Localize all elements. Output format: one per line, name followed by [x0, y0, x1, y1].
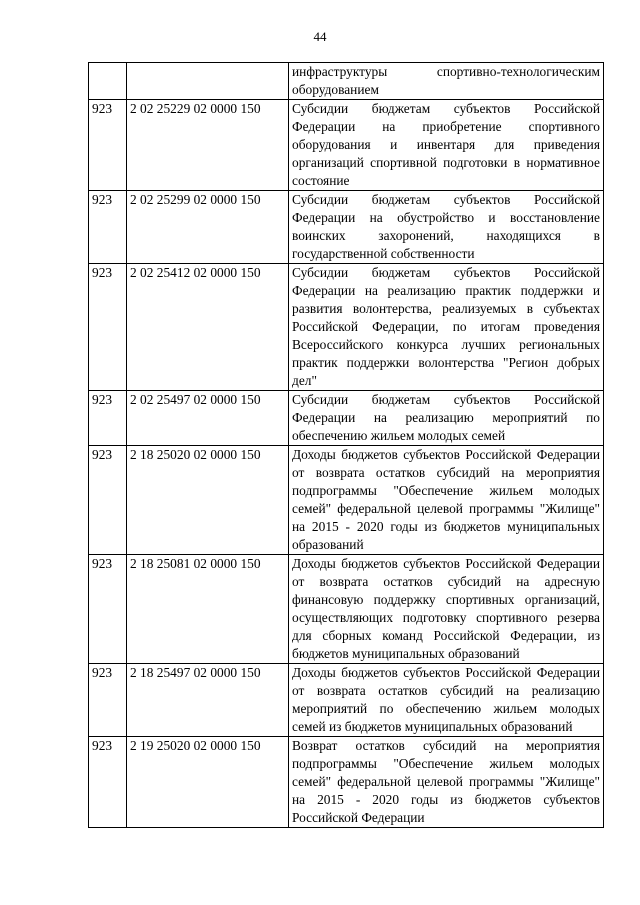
revenue-codes-table: [88, 62, 604, 828]
description-cell: Доходы бюджетов субъектов Российской Федерации от возврата остатков субсидий на реализацию мероприятий по обеспечению жильем молодых семей из бюджетов муниципальных образований: [289, 664, 604, 737]
budget-code-cell: 2 18 25081 02 0000 150: [127, 555, 289, 664]
description-cell: инфраструктуры спортивно-технологическим оборудованием: [289, 63, 604, 100]
admin-code-cell: 923: [89, 555, 127, 664]
table-row: [89, 391, 604, 446]
budget-code-cell: 2 02 25229 02 0000 150: [127, 100, 289, 191]
table-row: [89, 555, 604, 664]
table-row: [89, 63, 604, 100]
admin-code-cell: 923: [89, 664, 127, 737]
page-number: 44: [313, 29, 327, 44]
description-cell: Субсидии бюджетам субъектов Российской Федерации на реализацию мероприятий по обеспечению жильем молодых семей: [289, 391, 604, 446]
table-row: [89, 664, 604, 737]
budget-code-cell: 2 02 25497 02 0000 150: [127, 391, 289, 446]
budget-code-cell: [127, 63, 289, 100]
description-cell: Субсидии бюджетам субъектов Российской Федерации на реализацию практик поддержки и развития волонтерства, реализуемых в субъектах Российской Федерации, по итогам проведения Всероссийского конкурса лучших региональных практик поддержки волонтерства "Регион добрых дел": [289, 264, 604, 391]
table-row: [89, 737, 604, 828]
description-cell: Доходы бюджетов субъектов Российской Федерации от возврата остатков субсидий на адресную финансовую поддержку спортивных организаций, осуществляющих подготовку спортивного резерва для сборных команд Российской Федерации, из бюджетов муниципальных образований: [289, 555, 604, 664]
table-row: [89, 264, 604, 391]
description-cell: Доходы бюджетов субъектов Российской Федерации от возврата остатков субсидий на мероприятия подпрограммы "Обеспечение жильем молодых семей" федеральной целевой программы "Жилище" на 2015 - 2020 годы из бюджетов муниципальных образований: [289, 446, 604, 555]
admin-code-cell: 923: [89, 737, 127, 828]
description-cell: Возврат остатков субсидий на мероприятия подпрограммы "Обеспечение жильем молодых семей" федеральной целевой программы "Жилище" на 2015 - 2020 годы из бюджетов субъектов Российской Федерации: [289, 737, 604, 828]
admin-code-cell: [89, 63, 127, 100]
budget-code-cell: 2 02 25412 02 0000 150: [127, 264, 289, 391]
admin-code-cell: 923: [89, 100, 127, 191]
description-cell: Субсидии бюджетам субъектов Российской Федерации на приобретение спортивного оборудования и инвентаря для приведения организаций спортивной подготовки в нормативное состояние: [289, 100, 604, 191]
table-row: [89, 191, 604, 264]
budget-code-cell: 2 18 25497 02 0000 150: [127, 664, 289, 737]
budget-code-cell: 2 19 25020 02 0000 150: [127, 737, 289, 828]
budget-code-cell: 2 18 25020 02 0000 150: [127, 446, 289, 555]
table-row: [89, 100, 604, 191]
admin-code-cell: 923: [89, 191, 127, 264]
description-cell: Субсидии бюджетам субъектов Российской Федерации на обустройство и восстановление воинских захоронений, находящихся в государственной собственности: [289, 191, 604, 264]
table-row: [89, 446, 604, 555]
admin-code-cell: 923: [89, 446, 127, 555]
admin-code-cell: 923: [89, 264, 127, 391]
admin-code-cell: 923: [89, 391, 127, 446]
budget-code-cell: 2 02 25299 02 0000 150: [127, 191, 289, 264]
